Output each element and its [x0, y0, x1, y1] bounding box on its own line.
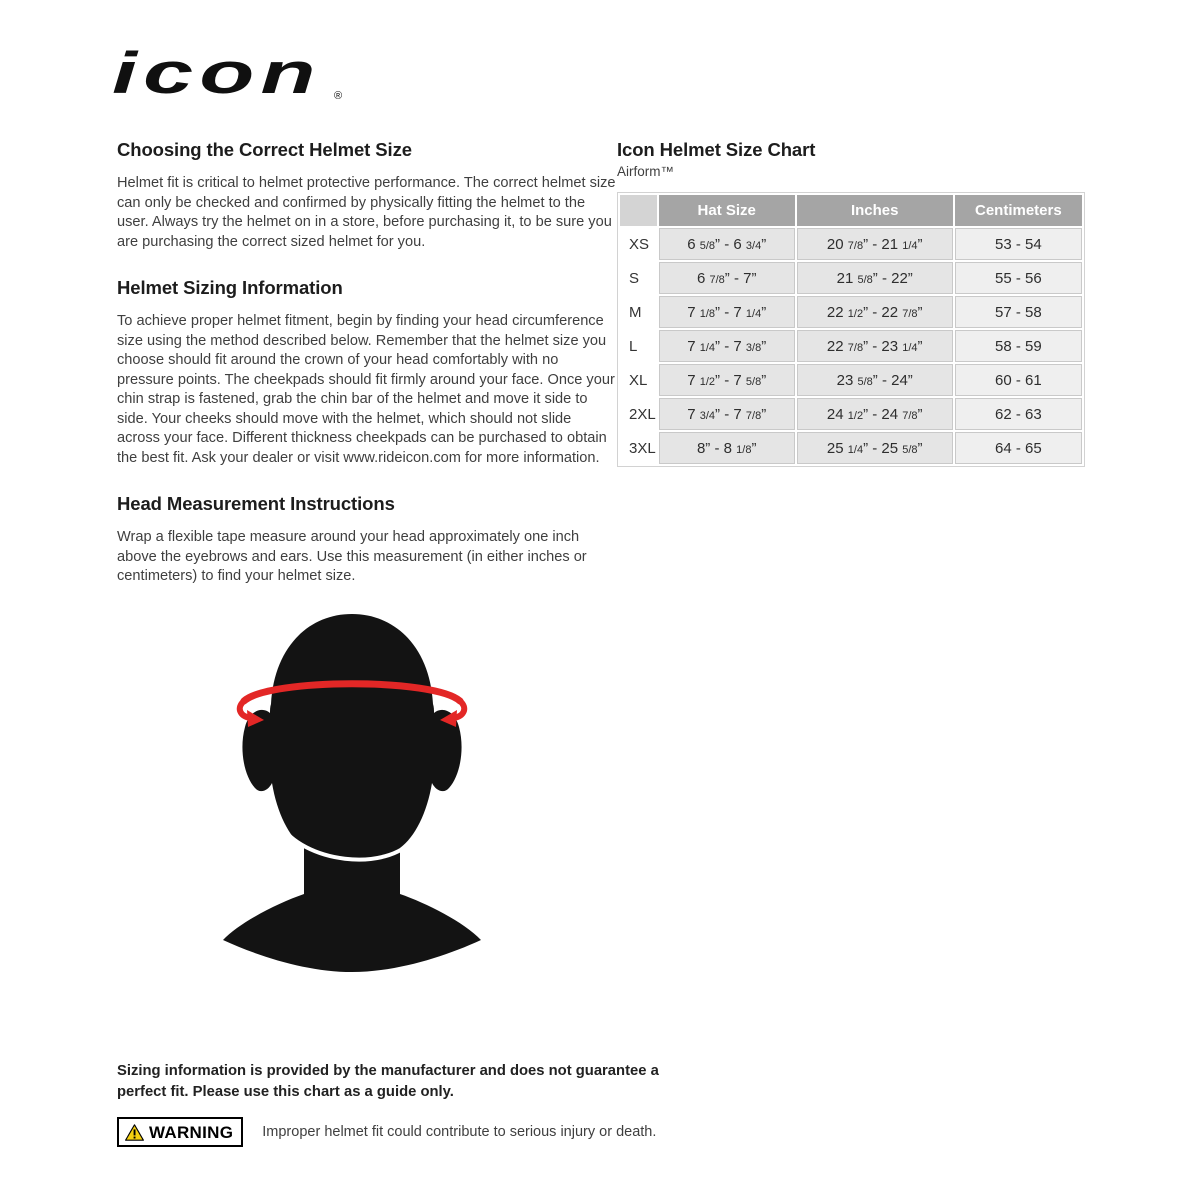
table-row	[620, 262, 1082, 294]
hat-size-cell: 7 1/2” - 7 5/8”	[659, 364, 795, 396]
hat-size-cell: 7 1/4” - 7 3/8”	[659, 330, 795, 362]
table-row	[620, 228, 1082, 260]
size-chart-subtitle: Airform™	[617, 164, 674, 179]
registered-trademark-icon: ®	[334, 90, 343, 102]
measurement-body: Wrap a flexible tape measure around your head approximately one inch above the eyebrows and ears. Use this measurement (in either inches or centimeters) to find your helmet size.	[117, 529, 587, 584]
header-cell: Hat Size	[659, 195, 795, 226]
size-cell: 3XL	[620, 432, 657, 464]
header-cell: Centimeters	[955, 195, 1082, 226]
inches-cell: 24 1/2” - 24 7/8”	[797, 398, 953, 430]
inches-cell: 23 5/8” - 24”	[797, 364, 953, 396]
icon-logo-text: icon	[112, 41, 322, 106]
head-shape	[223, 614, 481, 972]
disclaimer-text: Sizing information is provided by the manufacturer and does not guarantee a perfect fit. Please use this chart as a guide only.	[117, 1062, 659, 1100]
warning-box	[117, 1117, 243, 1147]
header-cell: Inches	[797, 195, 953, 226]
inches-cell: 21 5/8” - 22”	[797, 262, 953, 294]
size-chart-section	[617, 139, 1087, 467]
header-cell-blank	[620, 195, 657, 226]
icon-logo	[112, 38, 362, 110]
centimeters-cell: 58 - 59	[955, 330, 1082, 362]
sizing-info-heading: Helmet Sizing Information	[117, 277, 343, 298]
hat-size-cell: 7 3/4” - 7 7/8”	[659, 398, 795, 430]
measurement-heading: Head Measurement Instructions	[117, 493, 395, 514]
warning-triangle-icon	[125, 1124, 144, 1141]
size-cell: L	[620, 330, 657, 362]
helmet-size-table	[617, 192, 1085, 467]
warning-label: WARNING	[149, 1122, 234, 1142]
hat-size-cell: 7 1/8” - 7 1/4”	[659, 296, 795, 328]
size-table-body	[620, 228, 1082, 464]
centimeters-cell: 57 - 58	[955, 296, 1082, 328]
choosing-heading: Choosing the Correct Helmet Size	[117, 139, 412, 160]
table-row	[620, 432, 1082, 464]
inches-cell: 22 7/8” - 23 1/4”	[797, 330, 953, 362]
hat-size-cell: 6 5/8” - 6 3/4”	[659, 228, 795, 260]
centimeters-cell: 55 - 56	[955, 262, 1082, 294]
left-text-column	[117, 139, 617, 612]
size-cell: XS	[620, 228, 657, 260]
warning-text: Improper helmet fit could contribute to serious injury or death.	[262, 1124, 657, 1140]
size-cell: S	[620, 262, 657, 294]
head-silhouette-graphic	[190, 600, 520, 995]
table-row	[620, 296, 1082, 328]
centimeters-cell: 64 - 65	[955, 432, 1082, 464]
centimeters-cell: 60 - 61	[955, 364, 1082, 396]
inches-cell: 20 7/8” - 21 1/4”	[797, 228, 953, 260]
sizing-info-body: To achieve proper helmet fitment, begin by finding your head circumference size using the method described below. Remember that the helmet size you choose should fit around the crown of your head comfortably with no pressure points. The cheekpads should fit firmly around your face. Once your chin strap is fastened, grab the chin bar of the helmet and move it side to side. Your cheeks should move with the helmet, which should not slide across your face. Different thickness cheekpads can be purchased to obtain the best fit. Ask your dealer or visit www.rideicon.com for more information.	[117, 313, 615, 466]
table-row	[620, 364, 1082, 396]
hat-size-cell: 6 7/8” - 7”	[659, 262, 795, 294]
size-cell: XL	[620, 364, 657, 396]
table-row	[620, 330, 1082, 362]
inches-cell: 22 1/2” - 22 7/8”	[797, 296, 953, 328]
inches-cell: 25 1/4” - 25 5/8”	[797, 432, 953, 464]
size-chart-title: Icon Helmet Size Chart	[617, 139, 816, 160]
size-table-header-row	[620, 195, 1082, 226]
hat-size-cell: 8” - 8 1/8”	[659, 432, 795, 464]
centimeters-cell: 62 - 63	[955, 398, 1082, 430]
table-row	[620, 398, 1082, 430]
head-measurement-silhouette	[190, 600, 520, 995]
choosing-body: Helmet fit is critical to helmet protective performance. The correct helmet size can only be checked and confirmed by physically fitting the helmet to the user. Always try the helmet on in a store, before purchasing it, to be sure you are purchasing the correct sized helmet for you.	[117, 175, 616, 250]
centimeters-cell: 53 - 54	[955, 228, 1082, 260]
size-cell: M	[620, 296, 657, 328]
size-cell: 2XL	[620, 398, 657, 430]
warning-row	[117, 1117, 656, 1147]
